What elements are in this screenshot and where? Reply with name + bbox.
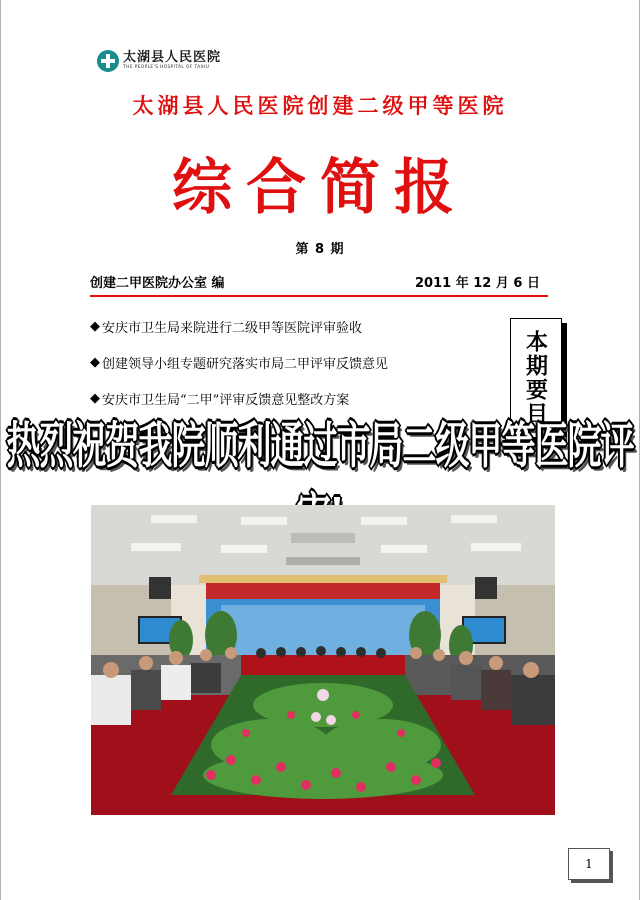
congratulations-banner: 热烈祝贺我院顺利通过市局二级甲等医院评 <box>6 417 634 476</box>
issue-number: 第 8 期 <box>295 242 345 257</box>
toc-list <box>90 308 388 416</box>
editor-line: 创建二甲医院办公室 编 <box>90 276 225 291</box>
main-title: 综合简报 <box>172 153 468 223</box>
toc-item[interactable] <box>90 308 388 344</box>
hospital-logo <box>97 50 221 72</box>
publish-date: 2011 年 12 月 6 日 <box>415 276 540 291</box>
diamond-bullet-icon: ◆ <box>90 354 100 370</box>
toc-item-text: 安庆市卫生局“二甲”评审反馈意见整改方案 <box>102 392 350 408</box>
logo-name-en: THE PEOPLE'S HOSPITAL OF TAIHU <box>123 65 210 71</box>
diamond-bullet-icon: ◆ <box>90 318 100 334</box>
page-number-box <box>568 848 610 880</box>
hospital-cross-icon <box>97 50 119 72</box>
toc-label: 本期要目 <box>522 330 549 426</box>
page-number: 1 <box>585 857 593 871</box>
header-title: 太湖县人民医院创建二级甲等医院 <box>132 93 508 118</box>
logo-name-cn: 太湖县人民医院 <box>123 50 222 66</box>
toc-item[interactable] <box>90 344 388 380</box>
diamond-bullet-icon: ◆ <box>90 390 100 406</box>
toc-item-text: 安庆市卫生局来院进行二级甲等医院评审验收 <box>102 320 363 336</box>
red-divider <box>90 295 548 297</box>
meeting-photo <box>91 505 555 815</box>
toc-item-text: 创建领导小组专题研究落实市局二甲评审反馈意见 <box>102 356 389 372</box>
